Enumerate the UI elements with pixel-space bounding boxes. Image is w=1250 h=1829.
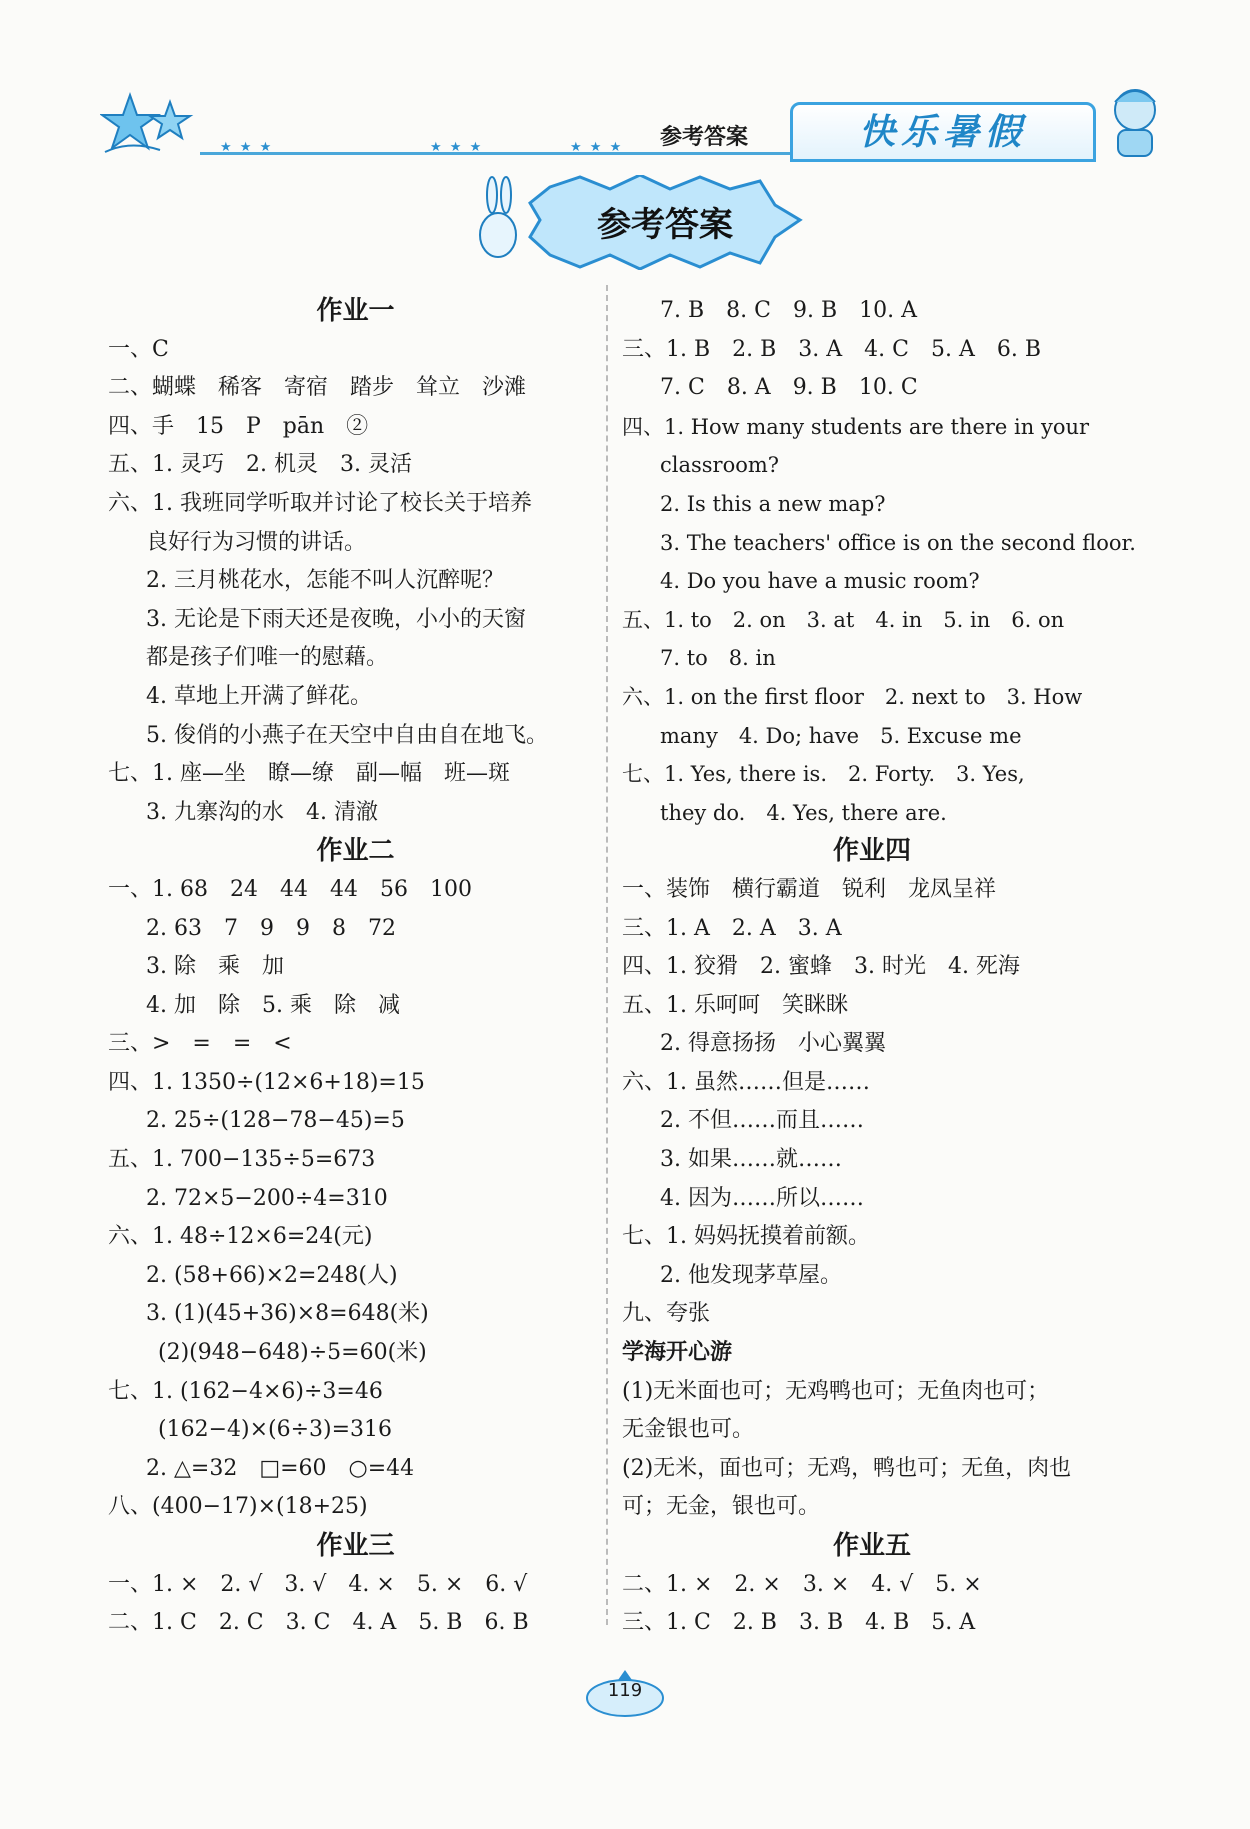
answer-line: 三、1. C 2. B 3. B 4. B 5. A <box>622 1610 976 1636</box>
section-heading: 作业四 <box>832 836 911 867</box>
answer-line: they do. 4. Yes, there are. <box>660 800 947 825</box>
column-divider <box>606 285 608 1625</box>
answer-line: 3. 无论是下雨天还是夜晚，小小的天窗 <box>146 606 526 632</box>
rabbit-mascot-icon <box>480 177 516 257</box>
page-number-badge <box>580 1670 670 1720</box>
answer-line: 2. (58+66)×2=248(人) <box>146 1262 398 1288</box>
answer-line: 一、装饰 横行霸道 锐利 龙凤呈祥 <box>622 876 997 902</box>
answer-line: 都是孩子们唯一的慰藉。 <box>146 645 389 671</box>
answer-line: 4. 加 除 5. 乘 除 减 <box>146 992 400 1018</box>
answer-line: 五、1. 乐呵呵 笑眯眯 <box>622 992 848 1018</box>
answer-line: (1)无米面也可；无鸡鸭也可；无鱼肉也可； <box>622 1378 1050 1404</box>
answer-line: (2)无米，面也可；无鸡，鸭也可；无鱼，肉也 <box>622 1455 1072 1481</box>
answer-line: 一、1. 68 24 44 44 56 100 <box>108 876 472 902</box>
answer-line: 四、手 15 P pān ② <box>108 413 369 439</box>
answer-line: 7. C 8. A 9. B 10. C <box>660 375 918 401</box>
answer-line: 2. 不但……而且…… <box>660 1108 864 1134</box>
answer-line: many 4. Do; have 5. Excuse me <box>660 723 1022 748</box>
answer-line: 3. (1)(45+36)×8=648(米) <box>146 1301 429 1327</box>
answer-line: 五、1. to 2. on 3. at 4. in 5. in 6. on <box>622 607 1065 632</box>
answer-line: 五、1. 灵巧 2. 机灵 3. 灵活 <box>108 452 412 478</box>
answer-line: 四、1. How many students are there in your <box>622 414 1090 439</box>
brand-box <box>790 102 1096 162</box>
answer-line: (2)(948−648)÷5=60(米) <box>158 1340 427 1366</box>
page-number: 119 <box>607 1680 643 1701</box>
answer-line: 7. B 8. C 9. B 10. A <box>660 298 917 323</box>
answer-line: 九、夸张 <box>622 1301 711 1327</box>
answer-line: 三、1. A 2. A 3. A <box>622 915 842 941</box>
answer-line: 4. 因为……所以…… <box>660 1185 864 1211</box>
left-column <box>108 292 603 1643</box>
answer-line: 可；无金，银也可。 <box>622 1494 821 1520</box>
answer-line: 二、蝴蝶 稀客 寄宿 踏步 耸立 沙滩 <box>108 375 527 401</box>
answer-line: 2. 63 7 9 9 8 72 <box>146 915 396 941</box>
answer-line: 3. 九寨沟的水 4. 清澈 <box>146 799 378 825</box>
answer-line: 5. 俊俏的小燕子在天空中自由自在地飞。 <box>146 722 548 748</box>
header-rule <box>200 152 890 155</box>
answer-line: 2. 三月桃花水，怎能不叫人沉醉呢？ <box>146 568 504 594</box>
answer-line: 2. △=32 □=60 ○=44 <box>146 1455 415 1481</box>
answer-line: 4. 草地上开满了鲜花。 <box>146 683 372 709</box>
section-heading: 作业二 <box>316 836 395 867</box>
page-title: 参考答案 <box>597 205 733 245</box>
answer-line: 二、1. × 2. × 3. × 4. √ 5. × <box>622 1571 982 1597</box>
title-banner <box>470 175 810 270</box>
answer-line: 2. Is this a new map? <box>660 491 886 516</box>
answer-line: 七、1. 妈妈抚摸着前额。 <box>622 1224 870 1250</box>
answer-line: 3. The teachers' office is on the second floor. <box>660 530 1136 555</box>
header-dots: ★ ★ ★ <box>430 140 484 155</box>
answer-line: 六、1. 虽然……但是…… <box>622 1069 870 1095</box>
answer-line: 七、1. (162−4×6)÷3=46 <box>108 1378 383 1404</box>
answer-line: 二、1. C 2. C 3. C 4. A 5. B 6. B <box>108 1610 529 1636</box>
brand-title: 快乐暑假 <box>858 111 1027 153</box>
answer-line: 三、> = = < <box>108 1031 292 1057</box>
answer-line: 七、1. 座—坐 瞭—缭 副—幅 班—斑 <box>108 761 510 787</box>
page-header <box>100 80 1120 170</box>
answer-line: 三、1. B 2. B 3. A 4. C 5. A 6. B <box>622 336 1042 362</box>
answer-line: 2. 72×5−200÷4=310 <box>146 1185 388 1211</box>
section-heading: 作业五 <box>832 1531 911 1561</box>
answer-line: 四、1. 狡猾 2. 蜜蜂 3. 时光 4. 死海 <box>622 954 1020 980</box>
child-mascot-icon <box>1100 80 1170 160</box>
answer-line: 四、1. 1350÷(12×6+18)=15 <box>108 1069 425 1095</box>
right-column <box>622 292 1136 1643</box>
answer-line: 七、1. Yes, there is. 2. Forty. 3. Yes, <box>622 762 1025 787</box>
answer-line: 4. Do you have a music room? <box>660 569 980 594</box>
answer-line: 五、1. 700−135÷5=673 <box>108 1147 376 1173</box>
answer-line: 7. to 8. in <box>660 646 776 671</box>
answer-line: 六、1. 我班同学听取并讨论了校长关于培养 <box>108 490 532 516</box>
answer-line: 八、(400−17)×(18+25) <box>108 1494 368 1520</box>
header-dots: ★ ★ ★ <box>570 140 624 155</box>
answer-line: 良好行为习惯的讲话。 <box>146 529 367 555</box>
answer-line: 3. 除 乘 加 <box>146 954 284 980</box>
answer-line: 2. 25÷(128−78−45)=5 <box>146 1108 405 1134</box>
subsection-heading: 学海开心游 <box>622 1340 733 1366</box>
answer-line: 一、C <box>108 336 169 362</box>
answer-line: 3. 如果……就…… <box>660 1147 842 1173</box>
header-section-title: 参考答案 <box>660 125 749 150</box>
answer-line: 一、1. × 2. √ 3. √ 4. × 5. × 6. √ <box>108 1571 528 1597</box>
answer-line: 六、1. 48÷12×6=24(元) <box>108 1224 373 1250</box>
answer-line: 无金银也可。 <box>622 1417 755 1443</box>
answer-line: 六、1. on the first floor 2. next to 3. How <box>622 684 1083 709</box>
star-mascot-icon <box>100 90 210 160</box>
answer-line: classroom? <box>660 453 780 478</box>
answer-line: 2. 得意扬扬 小心翼翼 <box>660 1031 886 1057</box>
section-heading: 作业三 <box>316 1531 395 1561</box>
answer-line: 2. 他发现茅草屋。 <box>660 1262 842 1288</box>
section-heading: 作业一 <box>316 296 395 326</box>
answer-line: (162−4)×(6÷3)=316 <box>158 1417 393 1443</box>
header-dots: ★ ★ ★ <box>220 140 274 155</box>
